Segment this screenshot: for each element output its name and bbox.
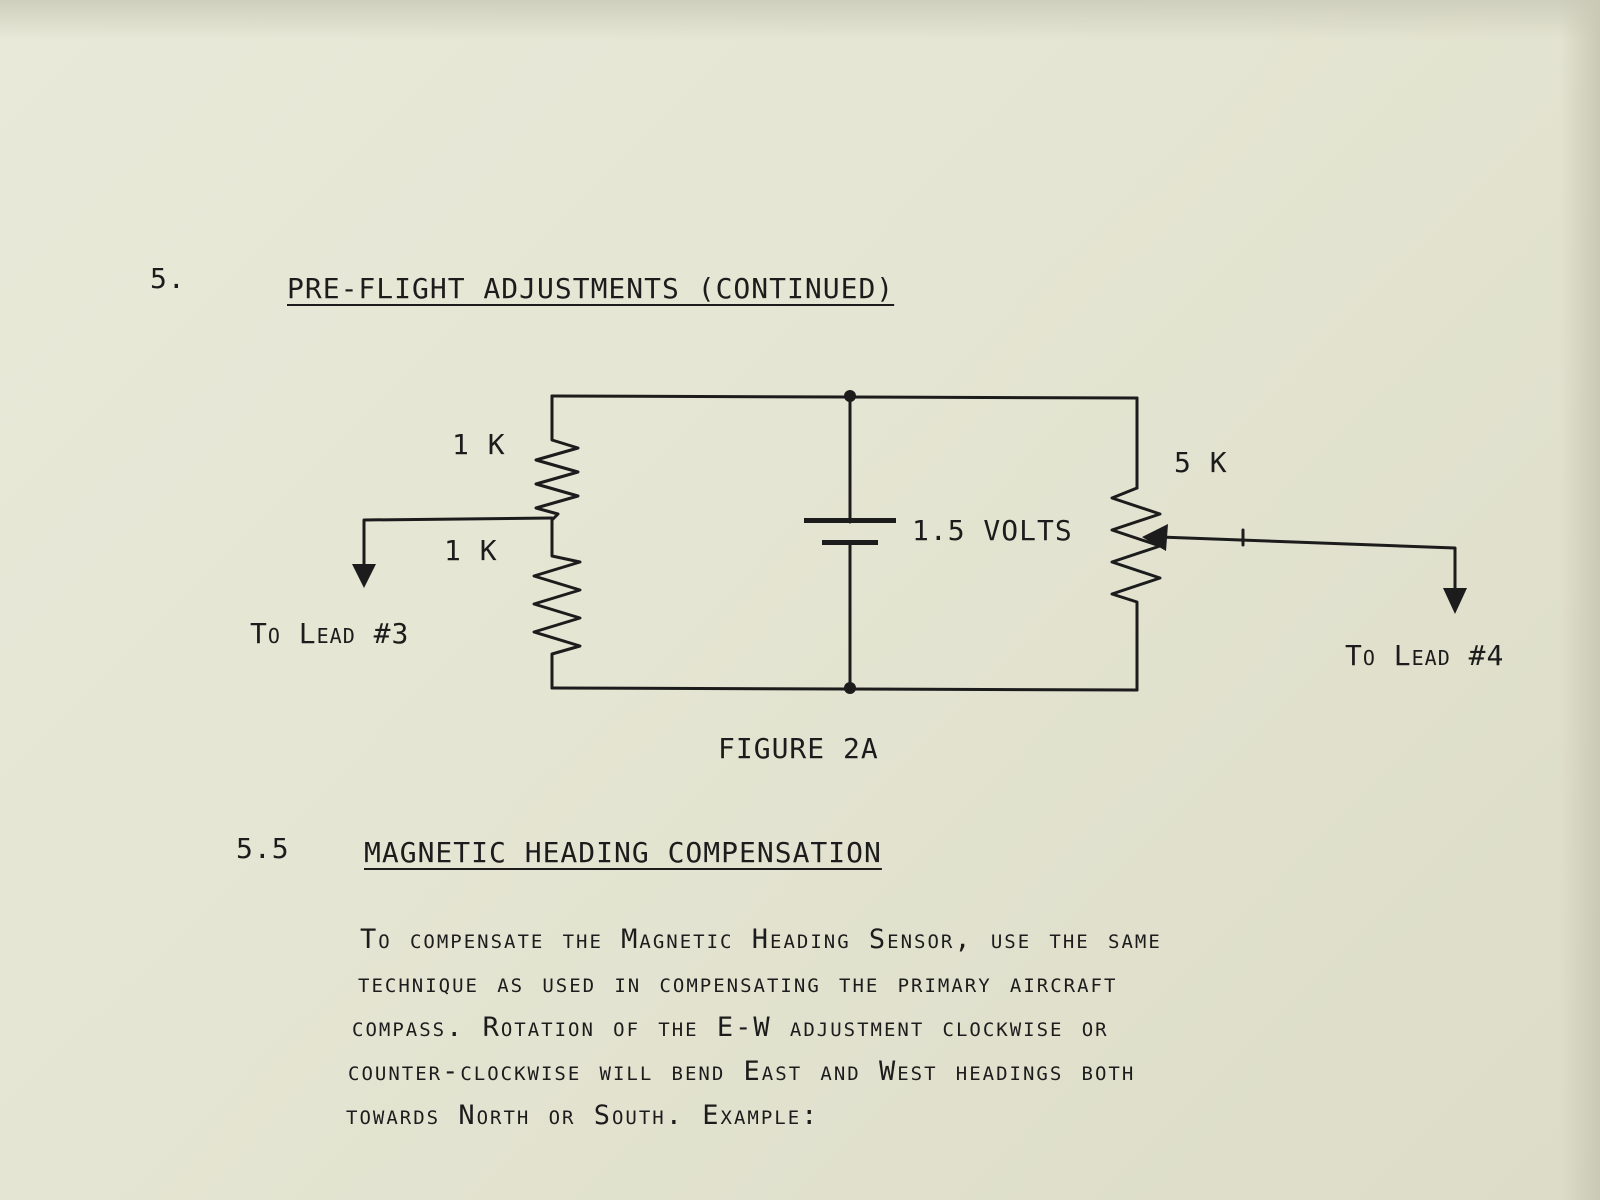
subsection-number: 5.5 (236, 832, 290, 865)
figure-caption: FIGURE 2A (718, 732, 879, 765)
body-line-3: compass. Rotation of the E-W adjustment clockwise or (352, 1012, 1109, 1043)
label-r2: 1 K (444, 534, 498, 567)
body-line-5: towards North or South. Example: (346, 1100, 820, 1131)
label-pot: 5 K (1174, 446, 1228, 479)
potentiometer-5k (1112, 488, 1160, 690)
resistor-r1 (536, 396, 578, 520)
section-number: 5. (150, 262, 186, 295)
lead4-wire (1160, 537, 1455, 590)
junction-bottom (844, 682, 856, 694)
body-line-2: technique as used in compensating the primary aircraft (358, 968, 1118, 999)
junction-top (844, 390, 856, 402)
label-battery: 1.5 VOLTS (912, 514, 1073, 547)
resistor-r2 (534, 520, 580, 688)
battery-plate-long (804, 518, 896, 523)
body-line-1: To compensate the Magnetic Heading Sensor, use the same (360, 924, 1162, 955)
battery-plate-short (822, 540, 878, 545)
label-r1: 1 K (452, 428, 506, 461)
label-lead3: To Lead #3 (250, 617, 410, 650)
subsection-title: MAGNETIC HEADING COMPENSATION (364, 836, 882, 869)
lead4-arrow (1443, 588, 1467, 614)
body-line-4: counter-clockwise will bend East and West headings both (348, 1056, 1136, 1087)
section-title: PRE-FLIGHT ADJUSTMENTS (CONTINUED) (287, 272, 895, 305)
lead3-arrow (352, 564, 376, 588)
label-lead4: To Lead #4 (1345, 639, 1505, 672)
